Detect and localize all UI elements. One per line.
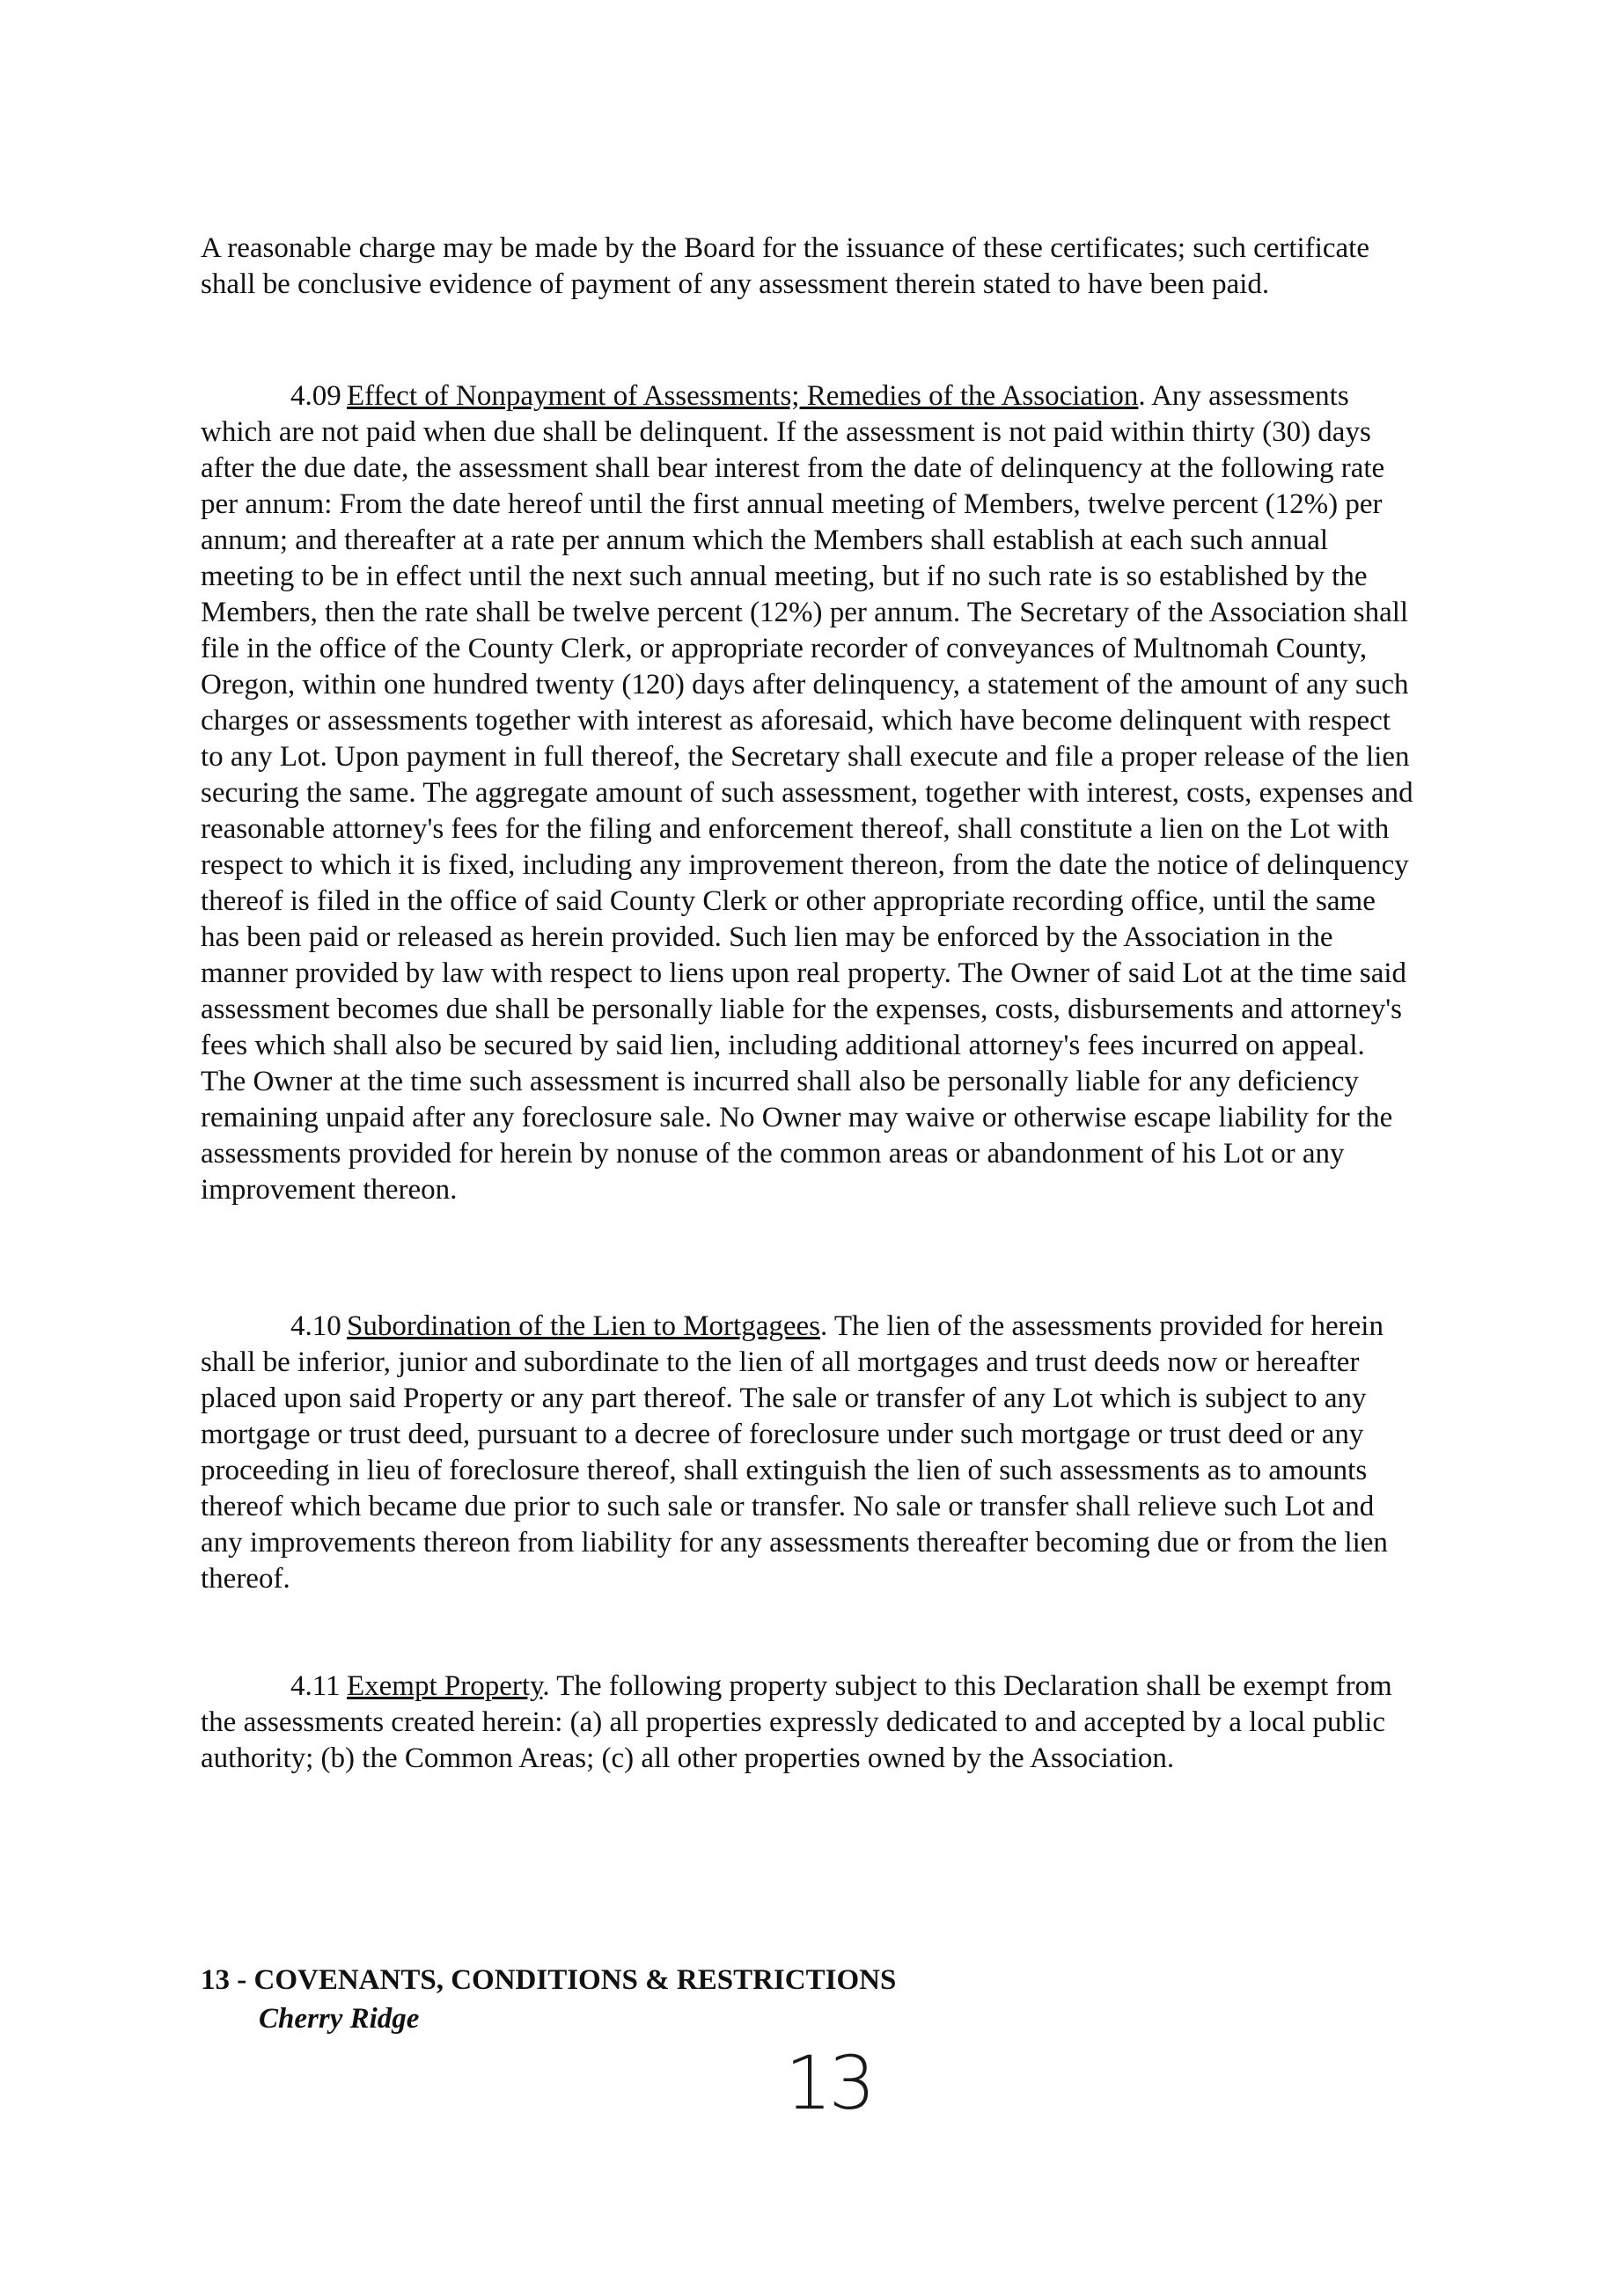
page-footer — [201, 1961, 896, 2038]
intro-paragraph-text: A reasonable charge may be made by the Board for the issuance of these certificates; such certificate shall be conclusive evidence of payment of any assessment therein stated to have been paid. — [201, 232, 1369, 300]
section-4-11-paragraph — [201, 1669, 1415, 1777]
section-4-09-number: 4.09 — [290, 380, 341, 412]
section-4-11-heading: Exempt Property — [347, 1670, 543, 1702]
handwritten-page-number: 13 — [785, 2040, 872, 2126]
section-4-09-heading: Effect of Nonpayment of Assessments; Remedies of the Association — [347, 380, 1139, 412]
section-4-10-heading: Subordination of the Lien to Mortgagees — [347, 1310, 820, 1342]
section-4-10-number: 4.10 — [290, 1310, 341, 1342]
footer-subtitle: Cherry Ridge — [259, 2003, 420, 2035]
footer-title: 13 - COVENANTS, CONDITIONS & RESTRICTIONS — [201, 1964, 897, 1996]
section-4-09-paragraph — [201, 378, 1415, 1208]
section-4-10-paragraph — [201, 1309, 1415, 1597]
intro-paragraph — [201, 231, 1415, 303]
section-4-09-body: . Any assessments which are not paid when due shall be delinquent. If the assessment is not paid within thirty (30) days after the due date, the assessment shall bear interest from the date of delinquency at the following rate per annum: From the date hereof until the first annual meeting of Members, twelve percent (12%) per annum; and thereafter at a rate per annum which the Members shall establish at each such annual meeting to be in effect until the next such annual meeting, but if no such rate is so established by the Members, then the rate shall be twelve percent (12%) per annum. The Secretary of the Association shall file in the office of the County Clerk, or appropriate recorder of conveyances of Multnomah County, Oregon, within one hundred twenty (120) days after delinquency, a statement of the amount of any such charges or assessments together with interest as aforesaid, which have become delinquent with respect to any Lot. Upon payment in full thereof, the Secretary shall execute and file a proper release of the lien securing the same. The aggregate amount of such assessment, together with interest, costs, expenses and reasonable attorney's fees for the filing and enforcement thereof, shall constitute a lien on the Lot with respect to which it is fixed, including any improvement thereon, from the date the notice of delinquency thereof is filed in the office of said County Clerk or other appropriate recording office, until the same has been paid or released as herein provided. Such lien may be enforced by the Association in the manner provided by law with respect to liens upon real property. The Owner of said Lot at the time said assessment becomes due shall be personally liable for the expenses, costs, disbursements and attorney's fees which shall also be secured by said lien, including additional attorney's fees incurred on appeal. The Owner at the time such assessment is incurred shall also be personally liable for any deficiency remaining unpaid after any foreclosure sale. No Owner may waive or otherwise escape liability for the assessments provided for herein by nonuse of the common areas or abandonment of his Lot or any improvement thereon. — [201, 380, 1413, 1206]
section-4-11-number: 4.11 — [290, 1670, 341, 1702]
section-4-10-body: . The lien of the assessments provided for herein shall be inferior, junior and subordinate to the lien of all mortgages and trust deeds now or hereafter placed upon said Property or any part thereof. The sale or transfer of any Lot which is subject to any mortgage or trust deed, pursuant to a decree of foreclosure under such mortgage or trust deed or any proceeding in lieu of foreclosure thereof, shall extinguish the lien of such assessments as to amounts thereof which became due prior to such sale or transfer. No sale or transfer shall relieve such Lot and any improvements thereon from liability for any assessments thereafter becoming due or from the lien thereof. — [201, 1310, 1388, 1595]
section-4-11-body: . The following property subject to this Declaration shall be exempt from the assessments created herein: (a) all properties expressly dedicated to and accepted by a local public authority; (b) the Common Areas; (c) all other properties owned by the Association. — [201, 1670, 1392, 1774]
